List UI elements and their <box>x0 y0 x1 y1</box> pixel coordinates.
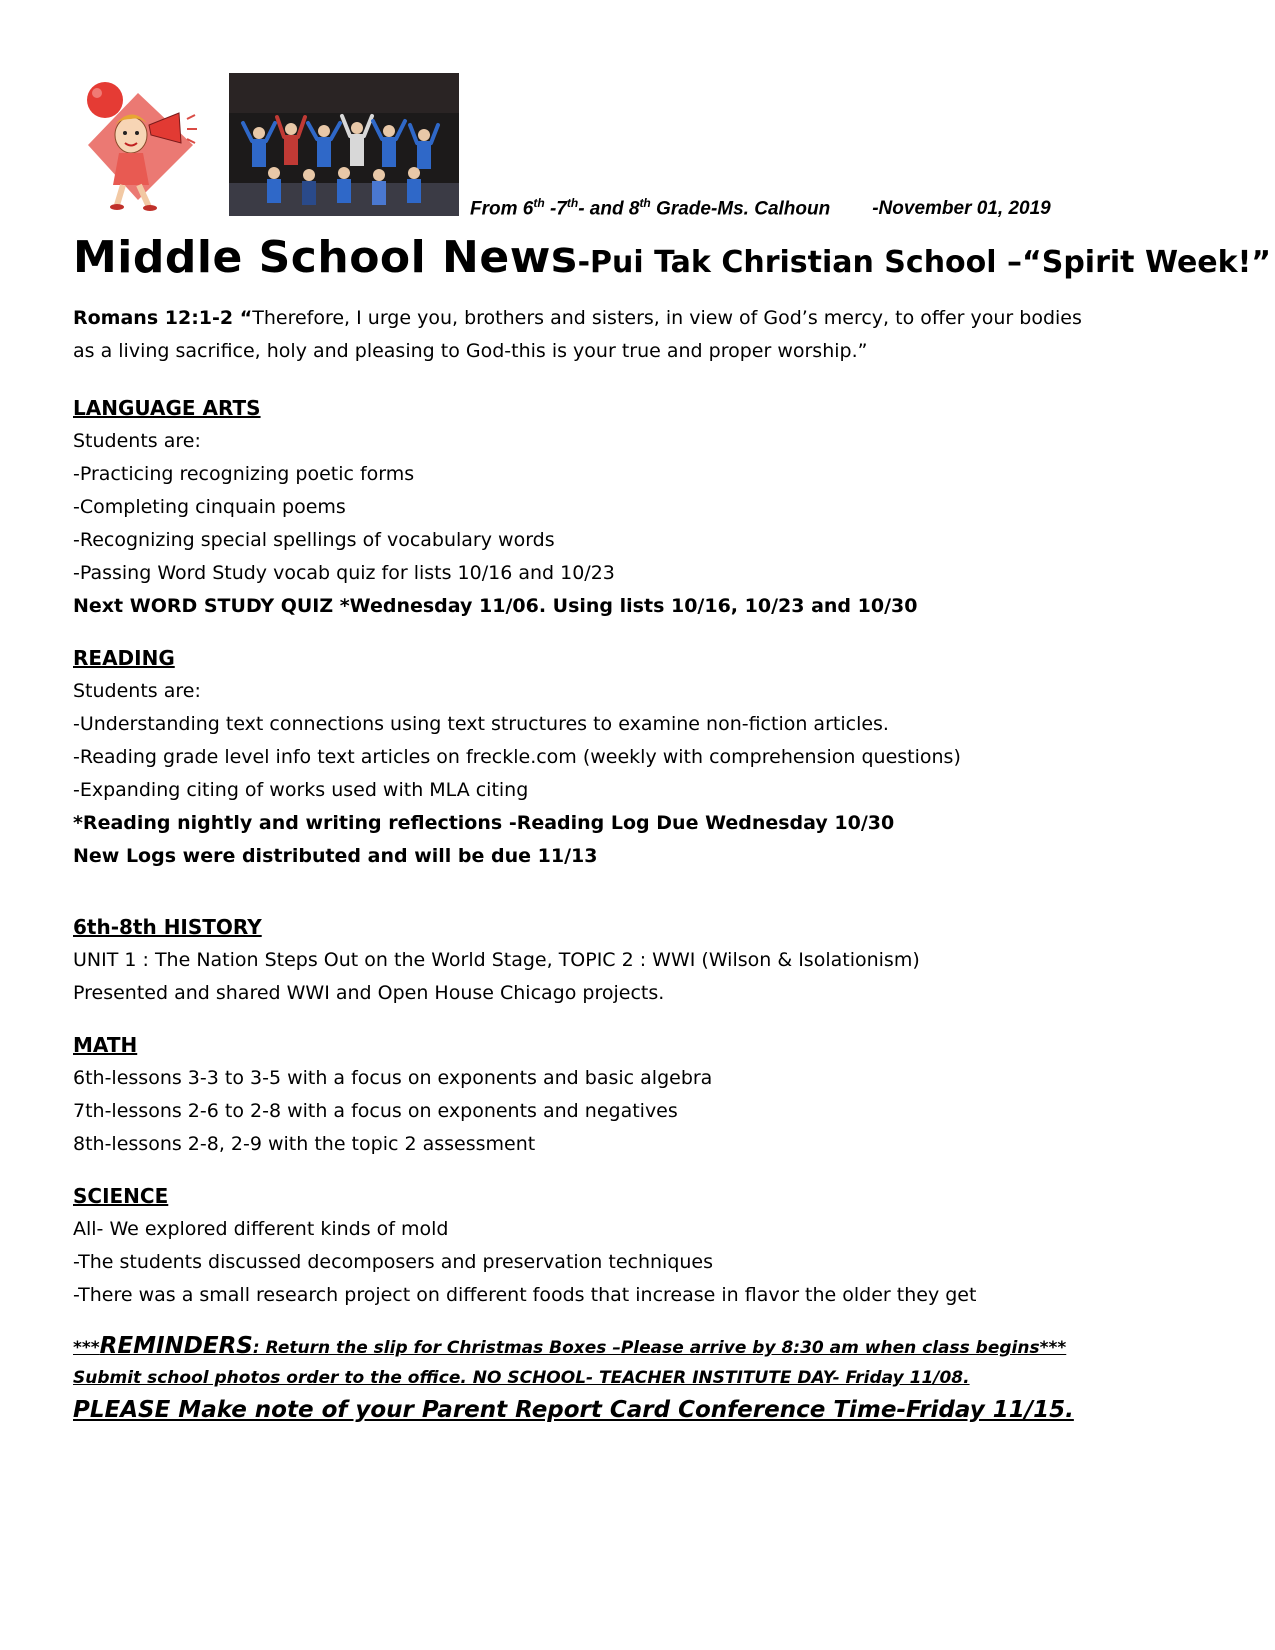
reminders <box>73 1331 1233 1427</box>
reminders-line-3: PLEASE Make note of your Parent Report Card Conference Time-Friday 11/15. <box>73 1397 1074 1423</box>
section-math <box>73 1029 1233 1161</box>
list-item: UNIT 1 : The Nation Steps Out on the World Stage, TOPIC 2 : WWI (Wilson & Isolationism) <box>73 949 920 971</box>
cheerleader-logo-image <box>83 75 203 215</box>
reminders-stars: *** <box>73 1338 100 1358</box>
section-reading <box>73 642 1233 873</box>
list-item: -Practicing recognizing poetic forms <box>73 463 415 485</box>
section-heading: MATH <box>73 1033 138 1057</box>
from-line <box>470 196 1051 220</box>
from-suffix: Grade-Ms. Calhoun <box>650 198 831 220</box>
reading-log-notice: New Logs were distributed and will be due 11/13 <box>73 845 598 867</box>
reminders-line-1: : Return the slip for Christmas Boxes –Please arrive by 8:30 am when class begins*** <box>252 1338 1067 1358</box>
list-item: -Reading grade level info text articles on freckle.com (weekly with comprehension questions) <box>73 746 961 768</box>
students-stage-photo <box>229 73 459 216</box>
list-item: 6th-lessons 3-3 to 3-5 with a focus on exponents and basic algebra <box>73 1067 713 1089</box>
section-heading: LANGUAGE ARTS <box>73 396 261 420</box>
list-item: -Passing Word Study vocab quiz for lists 10/16 and 10/23 <box>73 562 615 584</box>
list-item: Students are: <box>73 430 201 452</box>
list-item: -The students discussed decomposers and preservation techniques <box>73 1251 714 1273</box>
section-heading: 6th-8th HISTORY <box>73 915 262 939</box>
ordinal-sup: th <box>639 196 651 210</box>
ordinal-sup: th <box>566 196 579 210</box>
verse-text: Therefore, I urge you, brothers and sisters, in view of God’s mercy, to offer your bodies <box>252 307 1082 329</box>
ordinal-sup: th <box>533 196 545 210</box>
section-language-arts <box>73 392 1233 623</box>
list-item: Students are: <box>73 680 201 702</box>
list-item: 7th-lessons 2-6 to 2-8 with a focus on exponents and negatives <box>73 1100 678 1122</box>
reminders-label: REMINDERS <box>99 1333 253 1359</box>
from-mid-2: - and 8 <box>578 198 640 220</box>
title-sub: -Pui Tak Christian School –“Spirit Week!” <box>577 245 1272 280</box>
list-item: -Completing cinquain poems <box>73 496 346 518</box>
reminders-line-2: Submit school photos order to the office. NO SCHOOL- TEACHER INSTITUTE DAY- Friday 11/08. <box>73 1368 970 1388</box>
list-item: Presented and shared WWI and Open House Chicago projects. <box>73 982 665 1004</box>
verse-reference: Romans 12:1-2 “ <box>73 307 253 329</box>
reading-log-notice: *Reading nightly and writing reflections -Reading Log Due Wednesday 10/30 <box>73 812 895 834</box>
page-title <box>73 232 1271 283</box>
quiz-notice: Next WORD STUDY QUIZ *Wednesday 11/06. Using lists 10/16, 10/23 and 10/30 <box>73 595 918 617</box>
section-science <box>73 1180 1233 1312</box>
list-item: 8th-lessons 2-8, 2-9 with the topic 2 assessment <box>73 1133 536 1155</box>
title-main: Middle School News <box>73 232 578 283</box>
section-heading: READING <box>73 646 175 670</box>
list-item: All- We explored different kinds of mold <box>73 1218 449 1240</box>
newsletter-date: -November 01, 2019 <box>872 198 1051 220</box>
verse-text-2: as a living sacrifice, holy and pleasing to God-this is your true and proper worship.” <box>73 340 868 362</box>
from-mid-1: -7 <box>544 198 567 220</box>
section-history <box>73 911 1233 1010</box>
list-item: -Expanding citing of works used with MLA citing <box>73 779 529 801</box>
list-item: -Recognizing special spellings of vocabulary words <box>73 529 555 551</box>
list-item: -There was a small research project on different foods that increase in flavor the older they get <box>73 1284 977 1306</box>
newsletter-body <box>73 302 1233 1427</box>
bible-verse <box>73 302 1233 368</box>
list-item: -Understanding text connections using text structures to examine non-fiction articles. <box>73 713 889 735</box>
section-heading: SCIENCE <box>73 1184 169 1208</box>
from-prefix: From 6 <box>470 198 534 220</box>
